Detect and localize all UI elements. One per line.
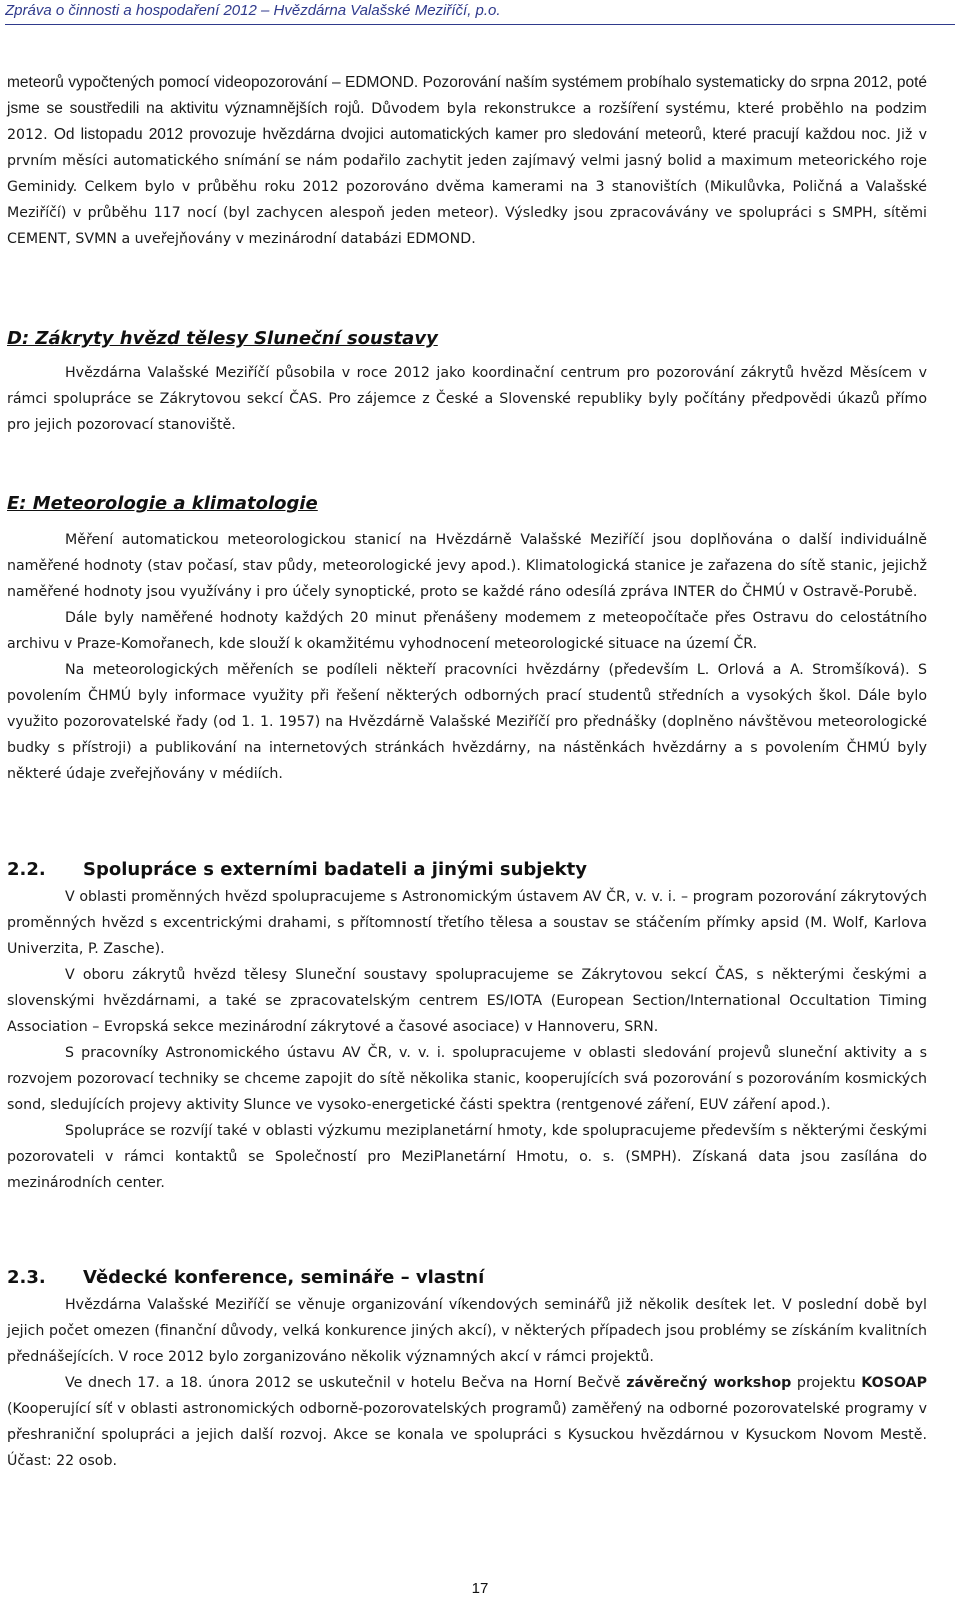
meteors-text-part-2: Důvodem byla rekonstrukce a rozšíření systému, které proběhlo na podzim 2012. (7, 101, 928, 143)
meteors-text-part-3: Od listopadu 2012 provozuje hvězdárna dvojici automatických kamer pro sledování meteorů, které pracují každou noc. (53, 126, 897, 143)
section-2-3-paragraph-1: Hvězdárna Valašské Meziříčí se věnuje organizování víkendových seminářů již několik desítek let. V poslední době byl jejich počet omezen (finanční důvody, velká konkurence jiných akcí), v některých případech jsou problémy se získáním kvalitních přednášejících. V roce 2012 bylo zorganizováno několik významných akcí v rámci projektů. (7, 1297, 927, 1365)
running-header: Zpráva o činnosti a hospodaření 2012 – Hvězdárna Valašské Meziříčí, p.o. (5, 2, 501, 19)
section-2-2-paragraph-2: V oboru zákrytů hvězd tělesy Sluneční soustavy spolupracujeme se Zákrytovou sekcí ČAS, s některými českými a slovenskými hvězdárnami, a také se zpracovatelským centrem ES/IOTA (European Section/International Occultation Timing Association – Evropská sekce mezinárodní zákrytové a časové asociace) v Hannoveru, SRN. (7, 967, 927, 1035)
meteors-text-part-1: meteorů vypočtených pomocí videopozorování – EDMOND. Pozorování naším systémem probíhalo systematicky do srpna 2012, poté jsme se soustředili na aktivitu významnějších rojů. (7, 74, 927, 117)
section-2-3-p2-text-a: Ve dnech 17. a 18. února 2012 se uskutečnil v hotelu Bečva na Horní Bečvě (65, 1375, 627, 1391)
kosoap-emphasis: KOSOAP (861, 1375, 927, 1391)
section-2-3-p2-text-b: projektu (791, 1375, 862, 1391)
header-rule (5, 24, 955, 25)
section-2-2-number: 2.2. (7, 859, 46, 880)
section-e-paragraph-3: Na meteorologických měřeních se podíleli někteří pracovníci hvězdárny (především L. Orlová a A. Stromšíková). S povolením ČHMÚ byly informace využity při řešení některých odborných prací studentů středních a vysokých škol. Dále bylo využito pozorovatelské řady (od 1. 1. 1957) na Hvězdárně Valašské Meziříčí pro přednášky (doplněno návštěvou meteorologické budky s přístroji) a publikování na internetových stránkách hvězdárny, na nástěnkách hvězdárny a s povolením ČHMÚ byly některé údaje zveřejňovány v médiích. (7, 662, 927, 782)
page-number: 17 (471, 1580, 489, 1597)
section-d-body (7, 360, 927, 438)
section-2-2-paragraph-3: S pracovníky Astronomického ústavu AV ČR, v. v. i. spolupracujeme v oblasti sledování projevů sluneční aktivity a s rozvojem pozorovací techniky se chceme zapojit do sítě několika stanic, kooperujících svá pozorování s pozorováním kosmických sond, sledujících projevy aktivity Slunce ve vysoko-energetické části spektra (rentgenové záření, EUV záření apod.). (7, 1045, 927, 1113)
section-2-2-heading (7, 858, 927, 882)
section-d-paragraph: Hvězdárna Valašské Meziříčí působila v roce 2012 jako koordinační centrum pro pozorování zákrytů hvězd Měsícem v rámci spolupráce se Zákrytovou sekcí ČAS. Pro zájemce z České a Slovenské republiky byly počítány předpovědi úkazů přímo pro jejich pozorovací stanoviště. (7, 365, 927, 433)
section-2-2-body (7, 884, 927, 1196)
section-2-2-paragraph-1: V oblasti proměnných hvězd spolupracujeme s Astronomickým ústavem AV ČR, v. v. i. – program pozorování zákrytových proměnných hvězd s excentrickými drahami, s přítomností třetího tělesa a soustav se stáčením přímky apsid (M. Wolf, Karlova Univerzita, P. Zasche). (7, 889, 927, 957)
section-2-3-number: 2.3. (7, 1267, 46, 1288)
section-2-3-p2-text-c: (Kooperující síť v oblasti astronomických odborně-pozorovatelských programů) zaměřený na odborné pozorovatelské programy v přeshraniční spolupráci a jejich další rozvoj. Akce se konala ve spolupráci s Kysuckou hvězdárnou v Kysuckom Novom Mestě. Účast: 22 osob. (7, 1401, 927, 1469)
section-e-heading: E: Meteorologie a klimatologie (7, 493, 318, 514)
section-2-3-body (7, 1292, 927, 1474)
section-e-body (7, 527, 927, 787)
section-2-2-paragraph-4: Spolupráce se rozvíjí také v oblasti výzkumu meziplanetární hmoty, kde spolupracujeme především s některými českými pozorovateli v rámci kontaktů se Společností pro MeziPlanetární Hmotu, o. s. (SMPH). Získaná data jsou zasílána do mezinárodních center. (7, 1123, 927, 1191)
section-2-3-heading (7, 1266, 927, 1290)
section-e-paragraph-2: Dále byly naměřené hodnoty každých 20 minut přenášeny modemem z meteopočítače přes Ostravu do celostátního archivu v Praze-Komořanech, kde slouží k okamžitému vyhodnocení meteorologické situace na území ČR. (7, 610, 927, 652)
section-2-2-title: Spolupráce s externími badateli a jinými subjekty (83, 859, 587, 880)
section-2-3-paragraph-2 (7, 1370, 927, 1474)
meteors-paragraph (7, 70, 927, 252)
meteors-text-part-4: Již v prvním měsíci automatického snímání se nám podařilo zachytit jeden zajímavý velmi jasný bolid a maximum meteorického roje Geminidy. Celkem bylo v průběhu roku 2012 pozorováno dvěma kamerami na 3 stanovištích (Mikulůvka, Poličná a Valašské Meziříčí) v průběhu 117 nocí (byl zachycen alespoň jeden meteor). Výsledky jsou zpracovávány ve spolupráci s SMPH, sítěmi CEMENT, SVMN a uveřejňovány v mezinárodní databázi EDMOND. (7, 127, 927, 247)
section-e-paragraph-1: Měření automatickou meteorologickou stanicí na Hvězdárně Valašské Meziříčí jsou doplňována o další individuálně naměřené hodnoty (stav počasí, stav půdy, meteorologické jevy apod.). Klimatologická stanice je zařazena do sítě stanic, jejichž naměřené hodnoty jsou využívány i pro účely synoptické, proto se každé ráno odesílá zpráva INTER do ČHMÚ v Ostravě-Porubě. (7, 532, 927, 600)
section-d-heading: D: Zákryty hvězd tělesy Sluneční soustavy (7, 328, 438, 349)
section-2-3-title: Vědecké konference, semináře – vlastní (83, 1267, 485, 1288)
workshop-emphasis: závěrečný workshop (626, 1375, 792, 1391)
